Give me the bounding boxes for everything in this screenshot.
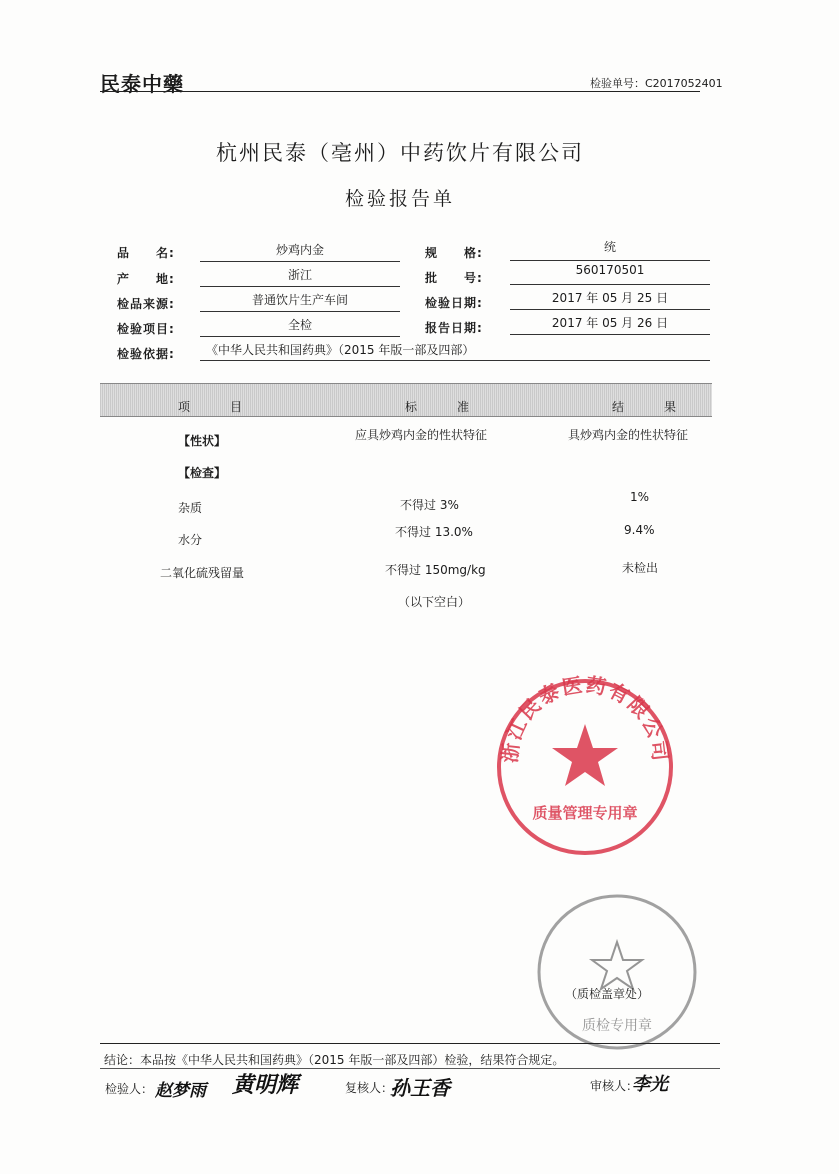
header-divider <box>100 91 700 92</box>
row-result-impurity: 1% <box>630 490 650 504</box>
seal-bottom-text: 质量管理专用章 <box>532 804 638 822</box>
basis-label: 检验依据: <box>117 347 175 361</box>
column-header-item: 项 目 <box>178 400 257 414</box>
stamp-placeholder-note: （质检盖章处） <box>565 987 650 1001</box>
source-label: 检品来源: <box>117 297 175 311</box>
batch-value: 560170501 <box>510 263 710 285</box>
row-item-appearance: 【性状】 <box>178 434 227 448</box>
spec-label: 规 格: <box>425 246 483 260</box>
seal-star-icon <box>552 724 618 786</box>
quality-seal <box>490 672 680 862</box>
product-name-label: 品 名: <box>117 246 175 260</box>
approver-label: 审核人： <box>590 1079 639 1093</box>
conclusion-text: 结论：本品按《中华人民共和国药典》（2015 年版一部及四部）检验，结果符合规定。 <box>104 1053 565 1067</box>
row-standard-impurity: 不得过 3% <box>400 498 459 512</box>
spec-value: 统 <box>510 238 710 261</box>
seal-ring-text: 浙江民泰医药有限公司 <box>497 672 673 764</box>
inspector-signature-1: 赵梦雨 <box>155 1081 206 1101</box>
inspection-seal-star-icon <box>592 942 642 989</box>
row-item-impurity: 杂质 <box>178 501 203 515</box>
approver-signature: 李光 <box>632 1074 668 1095</box>
reviewer-signature: 孙王香 <box>390 1076 450 1100</box>
report-date-value: 2017 年 05 月 26 日 <box>510 314 710 335</box>
inspector-signature-2: 黄明辉 <box>232 1072 299 1098</box>
basis-value: 《中华人民共和国药典》（2015 年版一部及四部） <box>200 341 710 361</box>
test-item-value: 全检 <box>200 316 400 337</box>
origin-value: 浙江 <box>200 266 400 287</box>
row-standard-appearance: 应具炒鸡内金的性状特征 <box>355 428 488 442</box>
row-result-so2: 未检出 <box>622 561 659 575</box>
row-result-moisture: 9.4% <box>624 523 655 537</box>
report-number-label: 检验单号： <box>590 77 645 90</box>
product-name-value: 炒鸡内金 <box>200 241 400 262</box>
table-end-note: （以下空白） <box>398 595 471 609</box>
reviewer-label: 复核人： <box>345 1081 394 1095</box>
inspection-seal-text: 质检专用章 <box>582 1018 652 1034</box>
conclusion-top-divider <box>100 1043 720 1044</box>
report-number <box>590 75 723 91</box>
test-date-label: 检验日期: <box>425 296 483 310</box>
column-header-result: 结 果 <box>612 400 691 414</box>
report-number-value: C2017052401 <box>645 77 723 90</box>
source-value: 普通饮片生产车间 <box>200 291 400 312</box>
row-standard-moisture: 不得过 13.0% <box>395 525 473 539</box>
company-logo: 民泰中藥 <box>100 72 184 96</box>
row-item-moisture: 水分 <box>178 533 203 547</box>
row-item-inspection: 【检查】 <box>178 466 227 480</box>
company-name: 杭州民泰（亳州）中药饮片有限公司 <box>216 141 584 165</box>
column-header-standard: 标 准 <box>405 400 484 414</box>
conclusion-bottom-divider <box>100 1068 720 1069</box>
row-result-appearance: 具炒鸡内金的性状特征 <box>568 428 689 442</box>
inspection-seal <box>532 890 702 1055</box>
document-title: 检验报告单 <box>344 188 455 210</box>
origin-label: 产 地: <box>117 272 175 286</box>
batch-label: 批 号: <box>425 271 483 285</box>
test-item-label: 检验项目: <box>117 322 175 336</box>
row-item-so2: 二氧化硫残留量 <box>160 566 245 580</box>
inspector-label: 检验人： <box>105 1082 154 1096</box>
report-date-label: 报告日期: <box>425 321 483 335</box>
test-date-value: 2017 年 05 月 25 日 <box>510 289 710 310</box>
row-standard-so2: 不得过 150mg/kg <box>385 563 486 577</box>
